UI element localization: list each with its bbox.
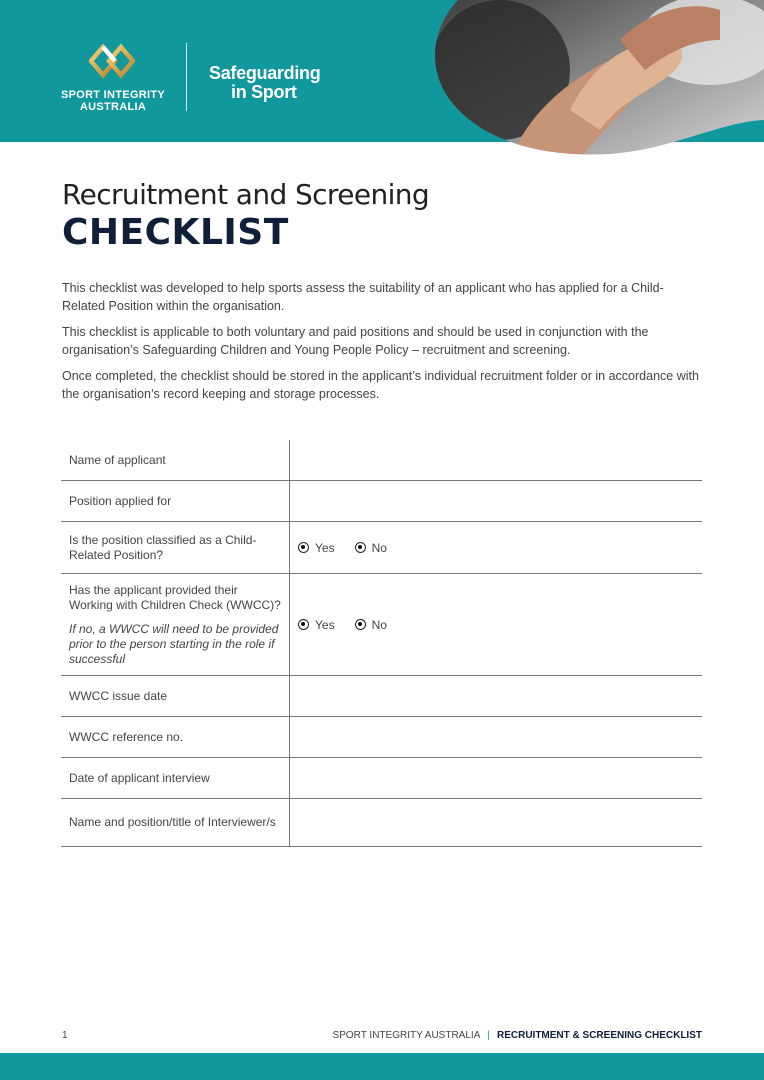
field-label-text: Is the position classified as a Child-Related Position? [69,532,257,562]
interviewer-field[interactable] [290,799,702,846]
radio-icon [298,542,309,553]
field-label [61,676,290,716]
field-label-text: Has the applicant provided their Working with Children Check (WWCC)? [69,582,281,612]
form-row-wwcc-reference [61,717,702,758]
form-row-child-related [61,522,702,574]
field-label [61,758,290,798]
field-label-text: Date of applicant interview [69,770,210,785]
form-row-interview-date [61,758,702,799]
interview-date-field[interactable] [290,758,702,798]
wwcc-reference-field[interactable] [290,717,702,757]
field-label-text: WWCC issue date [69,688,168,703]
form-row-wwcc-issue-date [61,676,702,717]
interlocking-diamonds-logo-icon [89,42,135,80]
checklist-form [61,440,702,847]
header-divider [186,43,187,111]
intro-paragraph: Once completed, the checklist should be stored in the applicant’s individual recruitment folder or in accordance with the organisation’s record keeping and storage processes. [62,369,699,401]
footer-title [333,1030,702,1041]
org-name-line2: AUSTRALIA [79,101,147,113]
header-banner [0,0,764,142]
field-label [61,799,290,846]
wwcc-yes-radio[interactable] [298,618,335,632]
radio-icon [355,542,366,553]
handshake-photo [420,0,764,160]
page-number: 1 [62,1030,68,1041]
wwcc-issue-date-field[interactable] [290,676,702,716]
footer-doc-title: RECRUITMENT & SCREENING CHECKLIST [496,1030,702,1041]
footer-org: SPORT INTEGRITY AUSTRALIA [332,1030,481,1041]
brand-line1: Safeguarding [209,63,321,83]
radio-label: No [371,617,387,632]
field-label-text: Position applied for [69,493,172,508]
child-related-no-radio[interactable] [355,541,387,555]
org-name-line1: SPORT INTEGRITY [60,89,166,101]
form-row-interviewer [61,799,702,847]
position-field[interactable] [290,481,702,521]
page-title-line2: CHECKLIST [62,212,289,253]
intro-paragraph: This checklist is applicable to both voluntary and paid positions and should be used in conjunction with the organisation’s Safeguarding Children and Young People Policy – recruitment and screening. [62,325,649,357]
page-title-line1: Recruitment and Screening [62,178,430,211]
field-label-text: Name of applicant [69,452,166,467]
footer-bar [0,1053,764,1080]
intro-text [62,280,702,412]
form-row-wwcc-provided [61,574,702,676]
footer-separator: | [487,1030,490,1041]
radio-label: No [371,540,387,555]
field-note: If no, a WWCC will need to be provided prior to the person starting in the role if successful [69,621,279,666]
field-label [61,440,290,480]
field-label [61,481,290,521]
field-label [61,574,290,675]
child-related-yes-radio[interactable] [298,541,335,555]
radio-label: Yes [315,617,335,632]
field-label-text: Name and position/title of Interviewer/s [69,815,276,829]
child-related-options [290,522,702,573]
radio-label: Yes [315,540,335,555]
field-label [61,717,290,757]
wwcc-no-radio[interactable] [355,618,387,632]
applicant-name-field[interactable] [290,440,702,480]
form-row-applicant-name [61,440,702,481]
form-row-position [61,481,702,522]
radio-icon [298,619,309,630]
radio-icon [355,619,366,630]
brand-line2: in Sport [231,82,297,102]
intro-paragraph: This checklist was developed to help sports assess the suitability of an applicant who has applied for a Child-Related Position within the organisation. [62,281,664,313]
wwcc-provided-options [290,574,702,675]
field-label [61,522,290,573]
field-label-text: WWCC reference no. [69,729,184,744]
